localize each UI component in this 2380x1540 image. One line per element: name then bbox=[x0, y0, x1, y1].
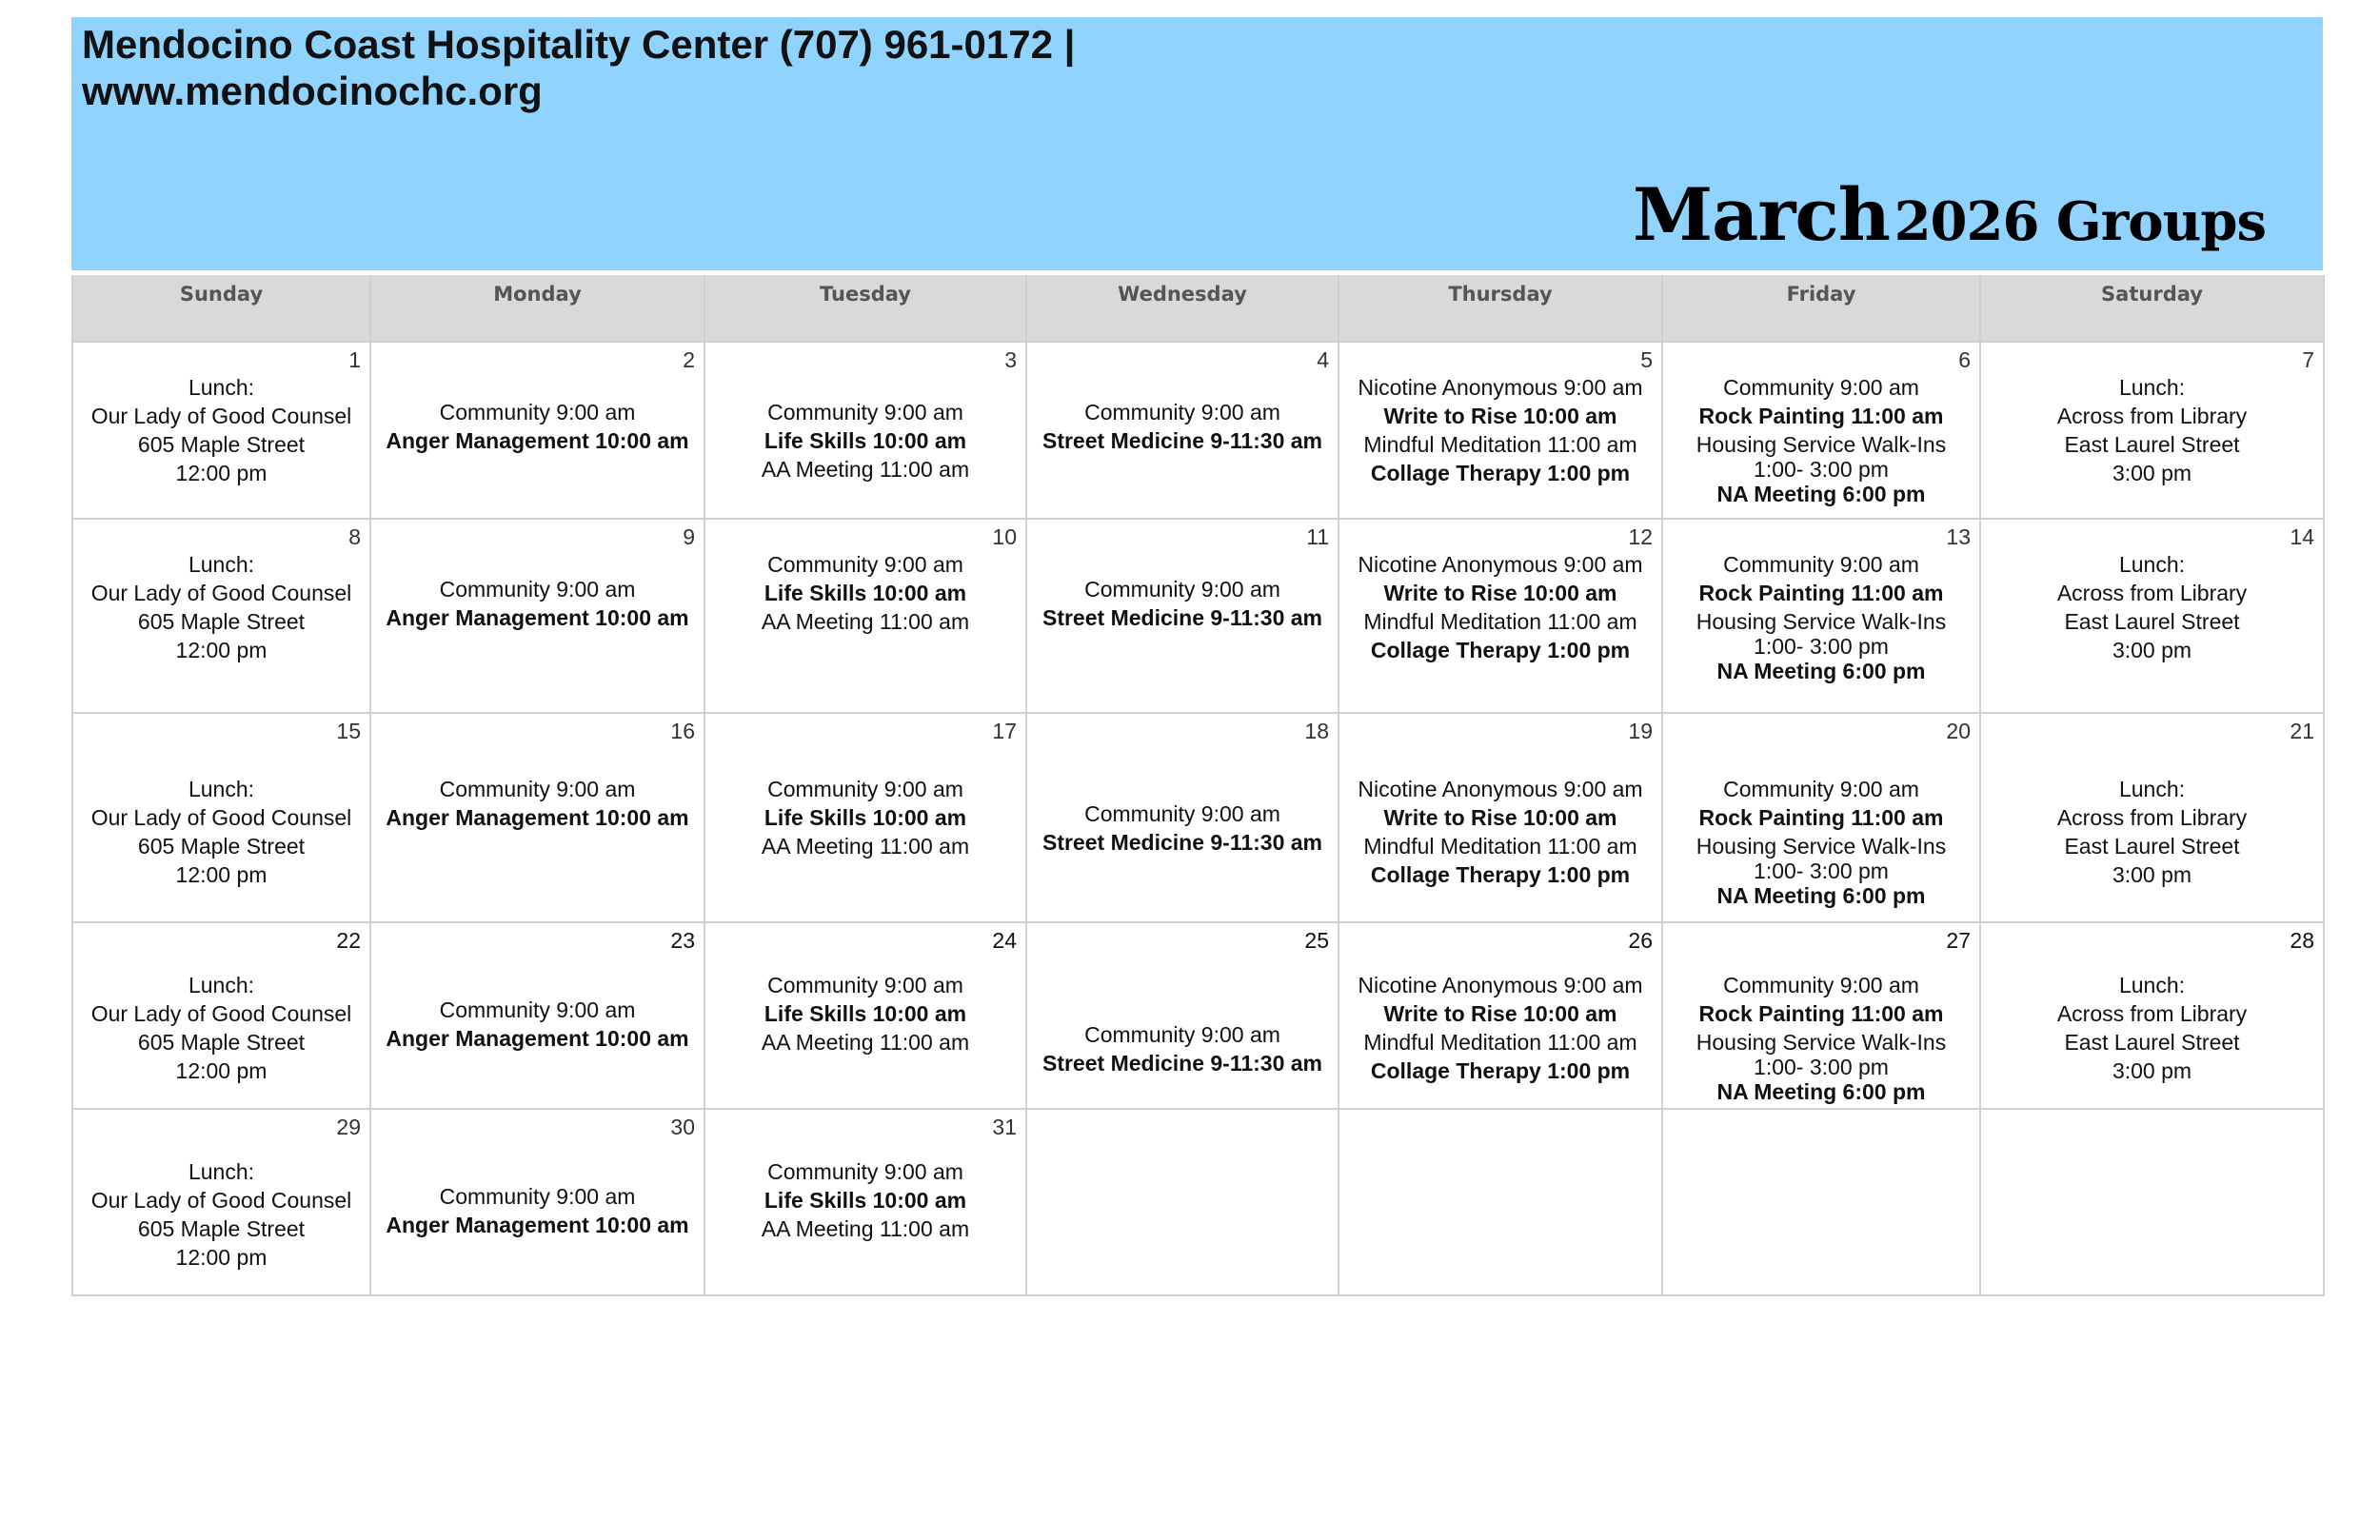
weekday-header-wednesday: Wednesday bbox=[1026, 275, 1339, 342]
event-line: Community 9:00 am bbox=[767, 973, 963, 997]
event-line: Housing Service Walk-Ins bbox=[1696, 834, 1947, 859]
event-line: Mindful Meditation 11:00 am bbox=[1363, 834, 1637, 859]
day-cell bbox=[1026, 519, 1339, 713]
day-cell bbox=[72, 1109, 370, 1295]
event-line: Anger Management 10:00 am bbox=[386, 1213, 689, 1237]
event-line: AA Meeting 11:00 am bbox=[761, 609, 970, 634]
event-line: 12:00 pm bbox=[175, 1245, 268, 1270]
event-line: 12:00 pm bbox=[175, 461, 268, 485]
day-events bbox=[1981, 714, 2323, 889]
day-number: 30 bbox=[670, 1115, 695, 1139]
day-events bbox=[1339, 1110, 1661, 1131]
day-events bbox=[1981, 1110, 2323, 1131]
event-line: 1:00- 3:00 pm bbox=[1754, 634, 1889, 659]
event-line: Life Skills 10:00 am bbox=[764, 1188, 967, 1213]
event-line: Community 9:00 am bbox=[439, 1184, 636, 1209]
day-events bbox=[1981, 343, 2323, 487]
event-line: 3:00 pm bbox=[2112, 638, 2192, 662]
event-line: Collage Therapy 1:00 pm bbox=[1370, 862, 1631, 887]
event-line: NA Meeting 6:00 pm bbox=[1716, 883, 1926, 908]
day-number: 2 bbox=[683, 347, 695, 372]
day-cell bbox=[1026, 342, 1339, 519]
event-line: Lunch: bbox=[188, 777, 255, 801]
day-number: 16 bbox=[670, 719, 695, 743]
day-number: 31 bbox=[992, 1115, 1017, 1139]
day-cell bbox=[72, 342, 370, 519]
event-line: Rock Painting 11:00 am bbox=[1698, 1001, 1944, 1026]
day-number: 4 bbox=[1317, 347, 1329, 372]
day-number: 11 bbox=[1306, 524, 1329, 549]
day-number: 26 bbox=[1628, 928, 1653, 953]
day-cell bbox=[72, 922, 370, 1109]
event-line: 3:00 pm bbox=[2112, 461, 2192, 485]
day-cell bbox=[370, 713, 704, 922]
day-cell bbox=[1980, 922, 2324, 1109]
event-line: 3:00 pm bbox=[2112, 862, 2192, 887]
event-line: Our Lady of Good Counsel bbox=[90, 404, 352, 428]
day-cell bbox=[1339, 342, 1662, 519]
event-line: Write to Rise 10:00 am bbox=[1383, 581, 1617, 605]
day-number: 25 bbox=[1304, 928, 1329, 953]
header-banner bbox=[71, 17, 2323, 270]
day-events bbox=[371, 1110, 704, 1239]
event-line: Lunch: bbox=[2118, 375, 2186, 400]
event-line: Our Lady of Good Counsel bbox=[90, 1001, 352, 1026]
day-events bbox=[371, 923, 704, 1053]
event-line: NA Meeting 6:00 pm bbox=[1716, 482, 1926, 506]
day-events bbox=[1339, 923, 1661, 1085]
event-line: Rock Painting 11:00 am bbox=[1698, 805, 1944, 830]
day-number: 12 bbox=[1628, 524, 1653, 549]
week-row bbox=[72, 342, 2324, 519]
day-cell bbox=[1662, 922, 1980, 1109]
event-line: East Laurel Street bbox=[2064, 834, 2240, 859]
day-events bbox=[1663, 343, 1979, 508]
event-line: Community 9:00 am bbox=[1723, 552, 1919, 577]
event-line: Lunch: bbox=[188, 1159, 255, 1184]
event-line: Life Skills 10:00 am bbox=[764, 805, 967, 830]
event-line: Mindful Meditation 11:00 am bbox=[1363, 609, 1637, 634]
week-row bbox=[72, 713, 2324, 922]
event-line: Across from Library bbox=[2056, 404, 2248, 428]
day-events bbox=[73, 714, 369, 889]
day-cell bbox=[704, 342, 1026, 519]
weekday-header-friday: Friday bbox=[1662, 275, 1980, 342]
day-cell bbox=[1980, 713, 2324, 922]
day-number: 13 bbox=[1946, 524, 1971, 549]
event-line: Street Medicine 9-11:30 am bbox=[1041, 605, 1323, 630]
event-line: Anger Management 10:00 am bbox=[386, 605, 689, 630]
event-line: Community 9:00 am bbox=[1723, 777, 1919, 801]
weekday-header-saturday: Saturday bbox=[1980, 275, 2324, 342]
day-events bbox=[705, 1110, 1025, 1243]
day-cell bbox=[704, 713, 1026, 922]
day-number: 17 bbox=[992, 719, 1017, 743]
day-events bbox=[1663, 714, 1979, 910]
event-line: Our Lady of Good Counsel bbox=[90, 805, 352, 830]
event-line: East Laurel Street bbox=[2064, 1030, 2240, 1055]
event-line: Life Skills 10:00 am bbox=[764, 581, 967, 605]
weekday-header-tuesday: Tuesday bbox=[704, 275, 1026, 342]
calendar-title bbox=[1633, 172, 2266, 257]
day-number: 28 bbox=[2290, 928, 2314, 953]
day-number: 8 bbox=[348, 524, 361, 549]
event-line: Write to Rise 10:00 am bbox=[1383, 1001, 1617, 1026]
event-line: Community 9:00 am bbox=[1084, 577, 1280, 602]
event-line: Nicotine Anonymous 9:00 am bbox=[1358, 552, 1643, 577]
day-cell bbox=[1980, 342, 2324, 519]
day-cell bbox=[1339, 713, 1662, 922]
day-events bbox=[1027, 343, 1338, 455]
event-line: 1:00- 3:00 pm bbox=[1754, 859, 1889, 883]
event-line: AA Meeting 11:00 am bbox=[761, 1030, 970, 1055]
event-line: Write to Rise 10:00 am bbox=[1383, 805, 1617, 830]
event-line: Community 9:00 am bbox=[1084, 400, 1280, 424]
day-number: 24 bbox=[992, 928, 1017, 953]
day-events bbox=[1663, 923, 1979, 1106]
day-events bbox=[1027, 714, 1338, 857]
day-events bbox=[371, 520, 704, 632]
day-events bbox=[705, 923, 1025, 1056]
day-number: 15 bbox=[336, 719, 361, 743]
day-events bbox=[1981, 520, 2323, 664]
day-cell bbox=[1026, 922, 1339, 1109]
event-line: Street Medicine 9-11:30 am bbox=[1041, 830, 1323, 855]
day-cell bbox=[1026, 713, 1339, 922]
title-month: March bbox=[1633, 172, 1890, 257]
day-cell bbox=[704, 519, 1026, 713]
day-events bbox=[1339, 343, 1661, 487]
event-line: Anger Management 10:00 am bbox=[386, 805, 689, 830]
day-number: 19 bbox=[1628, 719, 1653, 743]
event-line: Community 9:00 am bbox=[439, 997, 636, 1022]
day-number: 20 bbox=[1946, 719, 1971, 743]
event-line: 1:00- 3:00 pm bbox=[1754, 1055, 1889, 1079]
day-number: 22 bbox=[336, 928, 361, 953]
event-line: Nicotine Anonymous 9:00 am bbox=[1358, 777, 1643, 801]
weekday-header-thursday: Thursday bbox=[1339, 275, 1662, 342]
day-number: 3 bbox=[1004, 347, 1017, 372]
event-line: Street Medicine 9-11:30 am bbox=[1041, 1051, 1323, 1076]
day-cell bbox=[704, 1109, 1026, 1295]
day-events bbox=[73, 923, 369, 1085]
day-events bbox=[371, 343, 704, 455]
day-events bbox=[1027, 923, 1338, 1077]
day-number: 23 bbox=[670, 928, 695, 953]
empty-day-cell bbox=[1026, 1109, 1339, 1295]
day-number: 21 bbox=[2290, 719, 2314, 743]
event-line: Community 9:00 am bbox=[1084, 801, 1280, 826]
calendar-body bbox=[72, 342, 2324, 1295]
event-line: 1:00- 3:00 pm bbox=[1754, 457, 1889, 482]
event-line: Rock Painting 11:00 am bbox=[1698, 404, 1944, 428]
event-line: Rock Painting 11:00 am bbox=[1698, 581, 1944, 605]
event-line: 12:00 pm bbox=[175, 638, 268, 662]
event-line: 605 Maple Street bbox=[137, 609, 306, 634]
day-events bbox=[705, 714, 1025, 860]
event-line: Lunch: bbox=[188, 552, 255, 577]
day-cell bbox=[370, 519, 704, 713]
event-line: Across from Library bbox=[2056, 805, 2248, 830]
event-line: NA Meeting 6:00 pm bbox=[1716, 1079, 1926, 1104]
day-number: 6 bbox=[1958, 347, 1971, 372]
empty-day-cell bbox=[1662, 1109, 1980, 1295]
event-line: Community 9:00 am bbox=[1084, 1022, 1280, 1047]
title-year-groups: 2026 Groups bbox=[1894, 190, 2266, 253]
event-line: Lunch: bbox=[2118, 973, 2186, 997]
event-line: AA Meeting 11:00 am bbox=[761, 1216, 970, 1241]
event-line: Street Medicine 9-11:30 am bbox=[1041, 428, 1323, 453]
day-number: 14 bbox=[2290, 524, 2314, 549]
day-events bbox=[1027, 520, 1338, 632]
event-line: Community 9:00 am bbox=[1723, 973, 1919, 997]
event-line: AA Meeting 11:00 am bbox=[761, 834, 970, 859]
day-events bbox=[1981, 923, 2323, 1085]
day-cell bbox=[72, 519, 370, 713]
day-events bbox=[1663, 1110, 1979, 1131]
day-number: 18 bbox=[1304, 719, 1329, 743]
event-line: 605 Maple Street bbox=[137, 834, 306, 859]
event-line: Collage Therapy 1:00 pm bbox=[1370, 461, 1631, 485]
event-line: Our Lady of Good Counsel bbox=[90, 1188, 352, 1213]
event-line: NA Meeting 6:00 pm bbox=[1716, 659, 1926, 683]
event-line: Housing Service Walk-Ins bbox=[1696, 432, 1947, 457]
day-cell bbox=[1339, 519, 1662, 713]
event-line: Community 9:00 am bbox=[767, 400, 963, 424]
event-line: Lunch: bbox=[188, 973, 255, 997]
event-line: Lunch: bbox=[188, 375, 255, 400]
day-number: 10 bbox=[992, 524, 1017, 549]
event-line: 605 Maple Street bbox=[137, 1030, 306, 1055]
weekday-header-sunday: Sunday bbox=[72, 275, 370, 342]
week-row bbox=[72, 922, 2324, 1109]
week-row bbox=[72, 519, 2324, 713]
event-line: Housing Service Walk-Ins bbox=[1696, 1030, 1947, 1055]
empty-day-cell bbox=[1980, 1109, 2324, 1295]
day-events bbox=[1027, 1110, 1338, 1131]
event-line: Housing Service Walk-Ins bbox=[1696, 609, 1947, 634]
day-number: 27 bbox=[1946, 928, 1971, 953]
event-line: Life Skills 10:00 am bbox=[764, 1001, 967, 1026]
event-line: Community 9:00 am bbox=[767, 1159, 963, 1184]
event-line: Nicotine Anonymous 9:00 am bbox=[1358, 973, 1643, 997]
event-line: Lunch: bbox=[2118, 552, 2186, 577]
day-events bbox=[371, 714, 704, 832]
day-cell bbox=[1980, 519, 2324, 713]
event-line: Our Lady of Good Counsel bbox=[90, 581, 352, 605]
event-line: Community 9:00 am bbox=[767, 552, 963, 577]
event-line: 12:00 pm bbox=[175, 862, 268, 887]
day-cell bbox=[1662, 713, 1980, 922]
event-line: Collage Therapy 1:00 pm bbox=[1370, 638, 1631, 662]
event-line: Across from Library bbox=[2056, 581, 2248, 605]
day-cell bbox=[1339, 922, 1662, 1109]
weekday-header-row bbox=[72, 275, 2324, 342]
day-cell bbox=[370, 922, 704, 1109]
event-line: Anger Management 10:00 am bbox=[386, 428, 689, 453]
day-cell bbox=[370, 342, 704, 519]
event-line: Anger Management 10:00 am bbox=[386, 1026, 689, 1051]
event-line: Life Skills 10:00 am bbox=[764, 428, 967, 453]
day-cell bbox=[704, 922, 1026, 1109]
day-cell bbox=[1662, 519, 1980, 713]
week-row bbox=[72, 1109, 2324, 1295]
day-number: 5 bbox=[1640, 347, 1653, 372]
event-line: Collage Therapy 1:00 pm bbox=[1370, 1058, 1631, 1083]
event-line: Community 9:00 am bbox=[767, 777, 963, 801]
event-line: Mindful Meditation 11:00 am bbox=[1363, 1030, 1637, 1055]
day-cell bbox=[72, 713, 370, 922]
event-line: Community 9:00 am bbox=[439, 577, 636, 602]
event-line: Lunch: bbox=[2118, 777, 2186, 801]
day-number: 9 bbox=[683, 524, 695, 549]
day-events bbox=[73, 1110, 369, 1272]
event-line: Community 9:00 am bbox=[1723, 375, 1919, 400]
day-number: 7 bbox=[2302, 347, 2314, 372]
event-line: AA Meeting 11:00 am bbox=[761, 457, 970, 482]
event-line: 605 Maple Street bbox=[137, 1216, 306, 1241]
event-line: 12:00 pm bbox=[175, 1058, 268, 1083]
event-line: 3:00 pm bbox=[2112, 1058, 2192, 1083]
event-line: Mindful Meditation 11:00 am bbox=[1363, 432, 1637, 457]
day-events bbox=[73, 520, 369, 664]
event-line: Write to Rise 10:00 am bbox=[1383, 404, 1617, 428]
event-line: 605 Maple Street bbox=[137, 432, 306, 457]
empty-day-cell bbox=[1339, 1109, 1662, 1295]
event-line: Community 9:00 am bbox=[439, 400, 636, 424]
day-number: 1 bbox=[348, 347, 361, 372]
day-cell bbox=[1662, 342, 1980, 519]
day-events bbox=[705, 343, 1025, 484]
day-events bbox=[1663, 520, 1979, 685]
day-events bbox=[1339, 520, 1661, 664]
day-number: 29 bbox=[336, 1115, 361, 1139]
calendar-grid bbox=[71, 275, 2325, 1296]
day-events bbox=[73, 343, 369, 487]
day-events bbox=[1339, 714, 1661, 889]
day-events bbox=[705, 520, 1025, 636]
event-line: East Laurel Street bbox=[2064, 609, 2240, 634]
day-cell bbox=[370, 1109, 704, 1295]
organization-contact: Mendocino Coast Hospitality Center (707) 961-0172 | www.mendocinochc.org bbox=[82, 22, 1076, 113]
event-line: Community 9:00 am bbox=[439, 777, 636, 801]
event-line: East Laurel Street bbox=[2064, 432, 2240, 457]
weekday-header-monday: Monday bbox=[370, 275, 704, 342]
event-line: Across from Library bbox=[2056, 1001, 2248, 1026]
event-line: Nicotine Anonymous 9:00 am bbox=[1358, 375, 1643, 400]
